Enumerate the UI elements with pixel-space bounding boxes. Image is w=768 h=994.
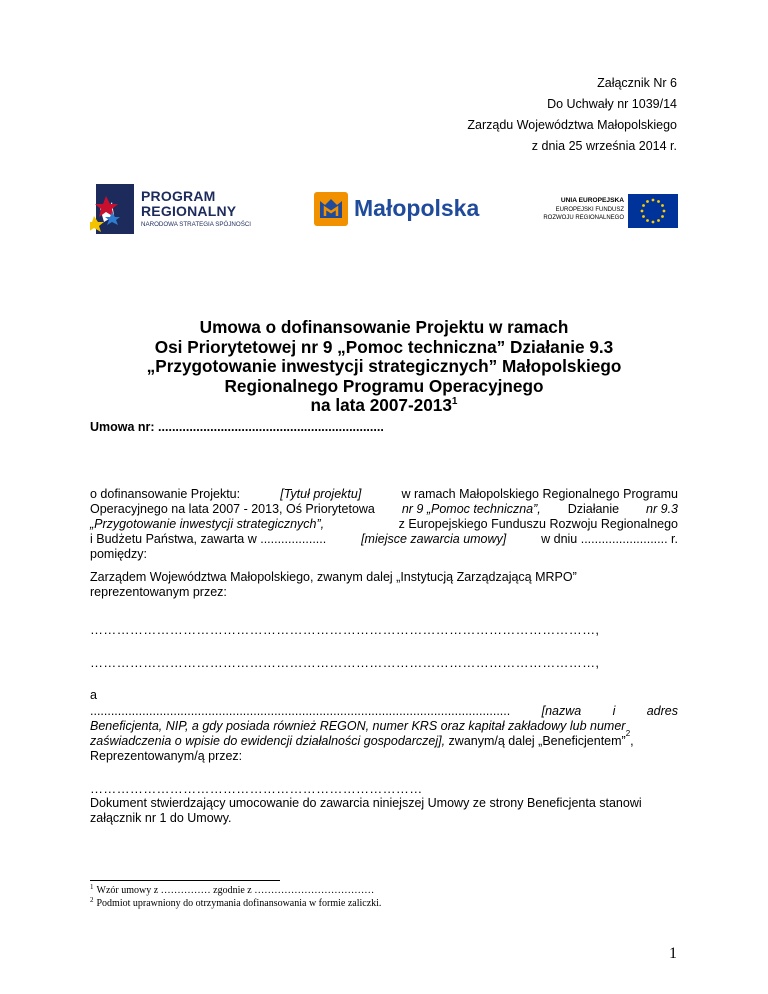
place-placeholder: [miejsce zawarcia umowy] [361, 532, 507, 546]
para3-line-1 [90, 704, 678, 719]
text: nr 9.3 [646, 502, 678, 516]
program-regionalny-emblem-icon [90, 182, 138, 238]
title-line-2: Osi Priorytetowej nr 9 „Pomoc techniczna” Działanie 9.3 [154, 336, 614, 357]
para1-line-2 [90, 502, 678, 517]
eu-flag-icon [628, 194, 678, 228]
title-line-1: Umowa o dofinansowanie Projektu w ramach [199, 317, 569, 337]
conjunction: a [90, 688, 97, 702]
footnote-1 [90, 884, 381, 897]
representative-line-3: ………………………………………………………………… [90, 781, 423, 796]
contract-number: Umowa nr: ................................................................. [90, 420, 384, 434]
text: o dofinansowanie Projektu: [90, 487, 241, 501]
strategy-label: NARODOWA STRATEGIA SPÓJNOŚCI [141, 221, 252, 228]
annex-number: Załącznik Nr 6 [597, 76, 677, 90]
text: ......................................................................................................................... [90, 704, 511, 718]
text: w dniu ......................... r. [541, 532, 678, 546]
beneficiary-paragraph [90, 704, 678, 764]
malopolska-label: Małopolska [354, 195, 480, 221]
page-number: 1 [669, 945, 677, 962]
footnote-ref-1: 1 [451, 396, 458, 407]
footnote-text: Wzór umowy z …………… zgodnie z ……………………………… [96, 885, 375, 896]
para1-line-1 [90, 487, 678, 502]
annex-board: Zarządu Województwa Małopolskiego [467, 118, 677, 132]
footnotes [90, 884, 381, 910]
annex-date: z dnia 25 września 2014 r. [531, 139, 677, 153]
representative-line-1: ……………………………………………………………………………………………………, [90, 622, 600, 637]
para3-line-4: Reprezentowanym/ą przez: [90, 749, 243, 763]
eu-fund-line2: ROZWOJU REGIONALNEGO [543, 215, 624, 221]
title-line-3: „Przygotowanie inwestycji strategicznych” Małopolskiego [146, 356, 622, 376]
text: [nazwa [541, 704, 582, 718]
eu-logo [516, 194, 678, 230]
text: z Europejskiego Funduszu Rozwoju Regionalnego [398, 517, 678, 531]
representative-line-2: ……………………………………………………………………………………………………, [90, 655, 600, 670]
program-regionalny-logo [90, 182, 270, 238]
document-title [80, 318, 688, 416]
text: adres [646, 704, 678, 718]
footnote-ref-2: 2 [625, 729, 631, 738]
text: i Budżetu Państwa, zawarta w ................... [90, 532, 327, 546]
logo-bar [90, 182, 678, 238]
eu-fund-line1: EUROPEJSKI FUNDUSZ [555, 207, 624, 213]
text: Działanie [567, 502, 620, 516]
board-paragraph [90, 570, 678, 600]
program-label: PROGRAM [141, 188, 216, 204]
footnote-2 [90, 897, 381, 910]
para4-line-1: Dokument stwierdzający umocowanie do zawarcia niniejszej Umowy ze strony Beneficjenta stanowi [90, 796, 642, 810]
para1-line-5: pomiędzy: [90, 547, 147, 561]
text: zwanym/ą dalej „Beneficjentem” [448, 734, 626, 748]
para3-line-2 [90, 719, 678, 734]
para1-line-3 [90, 517, 678, 532]
text: , [630, 734, 634, 748]
text: w ramach Małopolskiego Regionalnego Programu [401, 487, 678, 501]
footnote-text: Podmiot uprawniony do otrzymania dofinansowania w formie zaliczki. [96, 898, 382, 909]
para1-line-4 [90, 532, 678, 547]
footnote-marker: 1 [90, 883, 94, 891]
title-line-4: Regionalnego Programu Operacyjnego [224, 375, 544, 396]
authorization-paragraph [90, 796, 678, 826]
para3-line-3 [90, 729, 678, 749]
para4-line-2: załącznik nr 1 do Umowy. [90, 811, 232, 825]
text: Beneficjenta, NIP, a gdy posiada również REGON, numer KRS oraz kapitał zakładowy lub numer [90, 719, 626, 733]
text: nr 9 „Pomoc techniczna”, [401, 502, 541, 516]
footnote-divider [90, 880, 280, 881]
annex-resolution: Do Uchwały nr 1039/14 [547, 97, 677, 111]
project-paragraph [90, 487, 678, 562]
footnote-marker: 2 [90, 896, 94, 904]
regionalny-label: REGIONALNY [141, 203, 237, 219]
text: Operacyjnego na lata 2007 - 2013, Oś Priorytetowa [90, 502, 375, 516]
text: i [612, 704, 616, 718]
text: „Przygotowanie inwestycji strategicznych”, [90, 517, 325, 531]
para2-line-2: reprezentowanym przez: [90, 585, 227, 599]
para2-line-1: Zarządem Województwa Małopolskiego, zwanym dalej „Instytucją Zarządzającą MRPO” [90, 570, 577, 584]
text: zaświadczenia o wpisie do ewidencji działalności gospodarczej], [90, 734, 446, 748]
malopolska-emblem-icon [314, 192, 348, 226]
project-title-placeholder: [Tytuł projektu] [280, 487, 362, 501]
title-line-5 [80, 396, 688, 416]
annex-header [467, 73, 677, 157]
eu-title: UNIA EUROPEJSKA [560, 197, 624, 204]
title-years: na lata 2007-2013 [310, 395, 452, 415]
